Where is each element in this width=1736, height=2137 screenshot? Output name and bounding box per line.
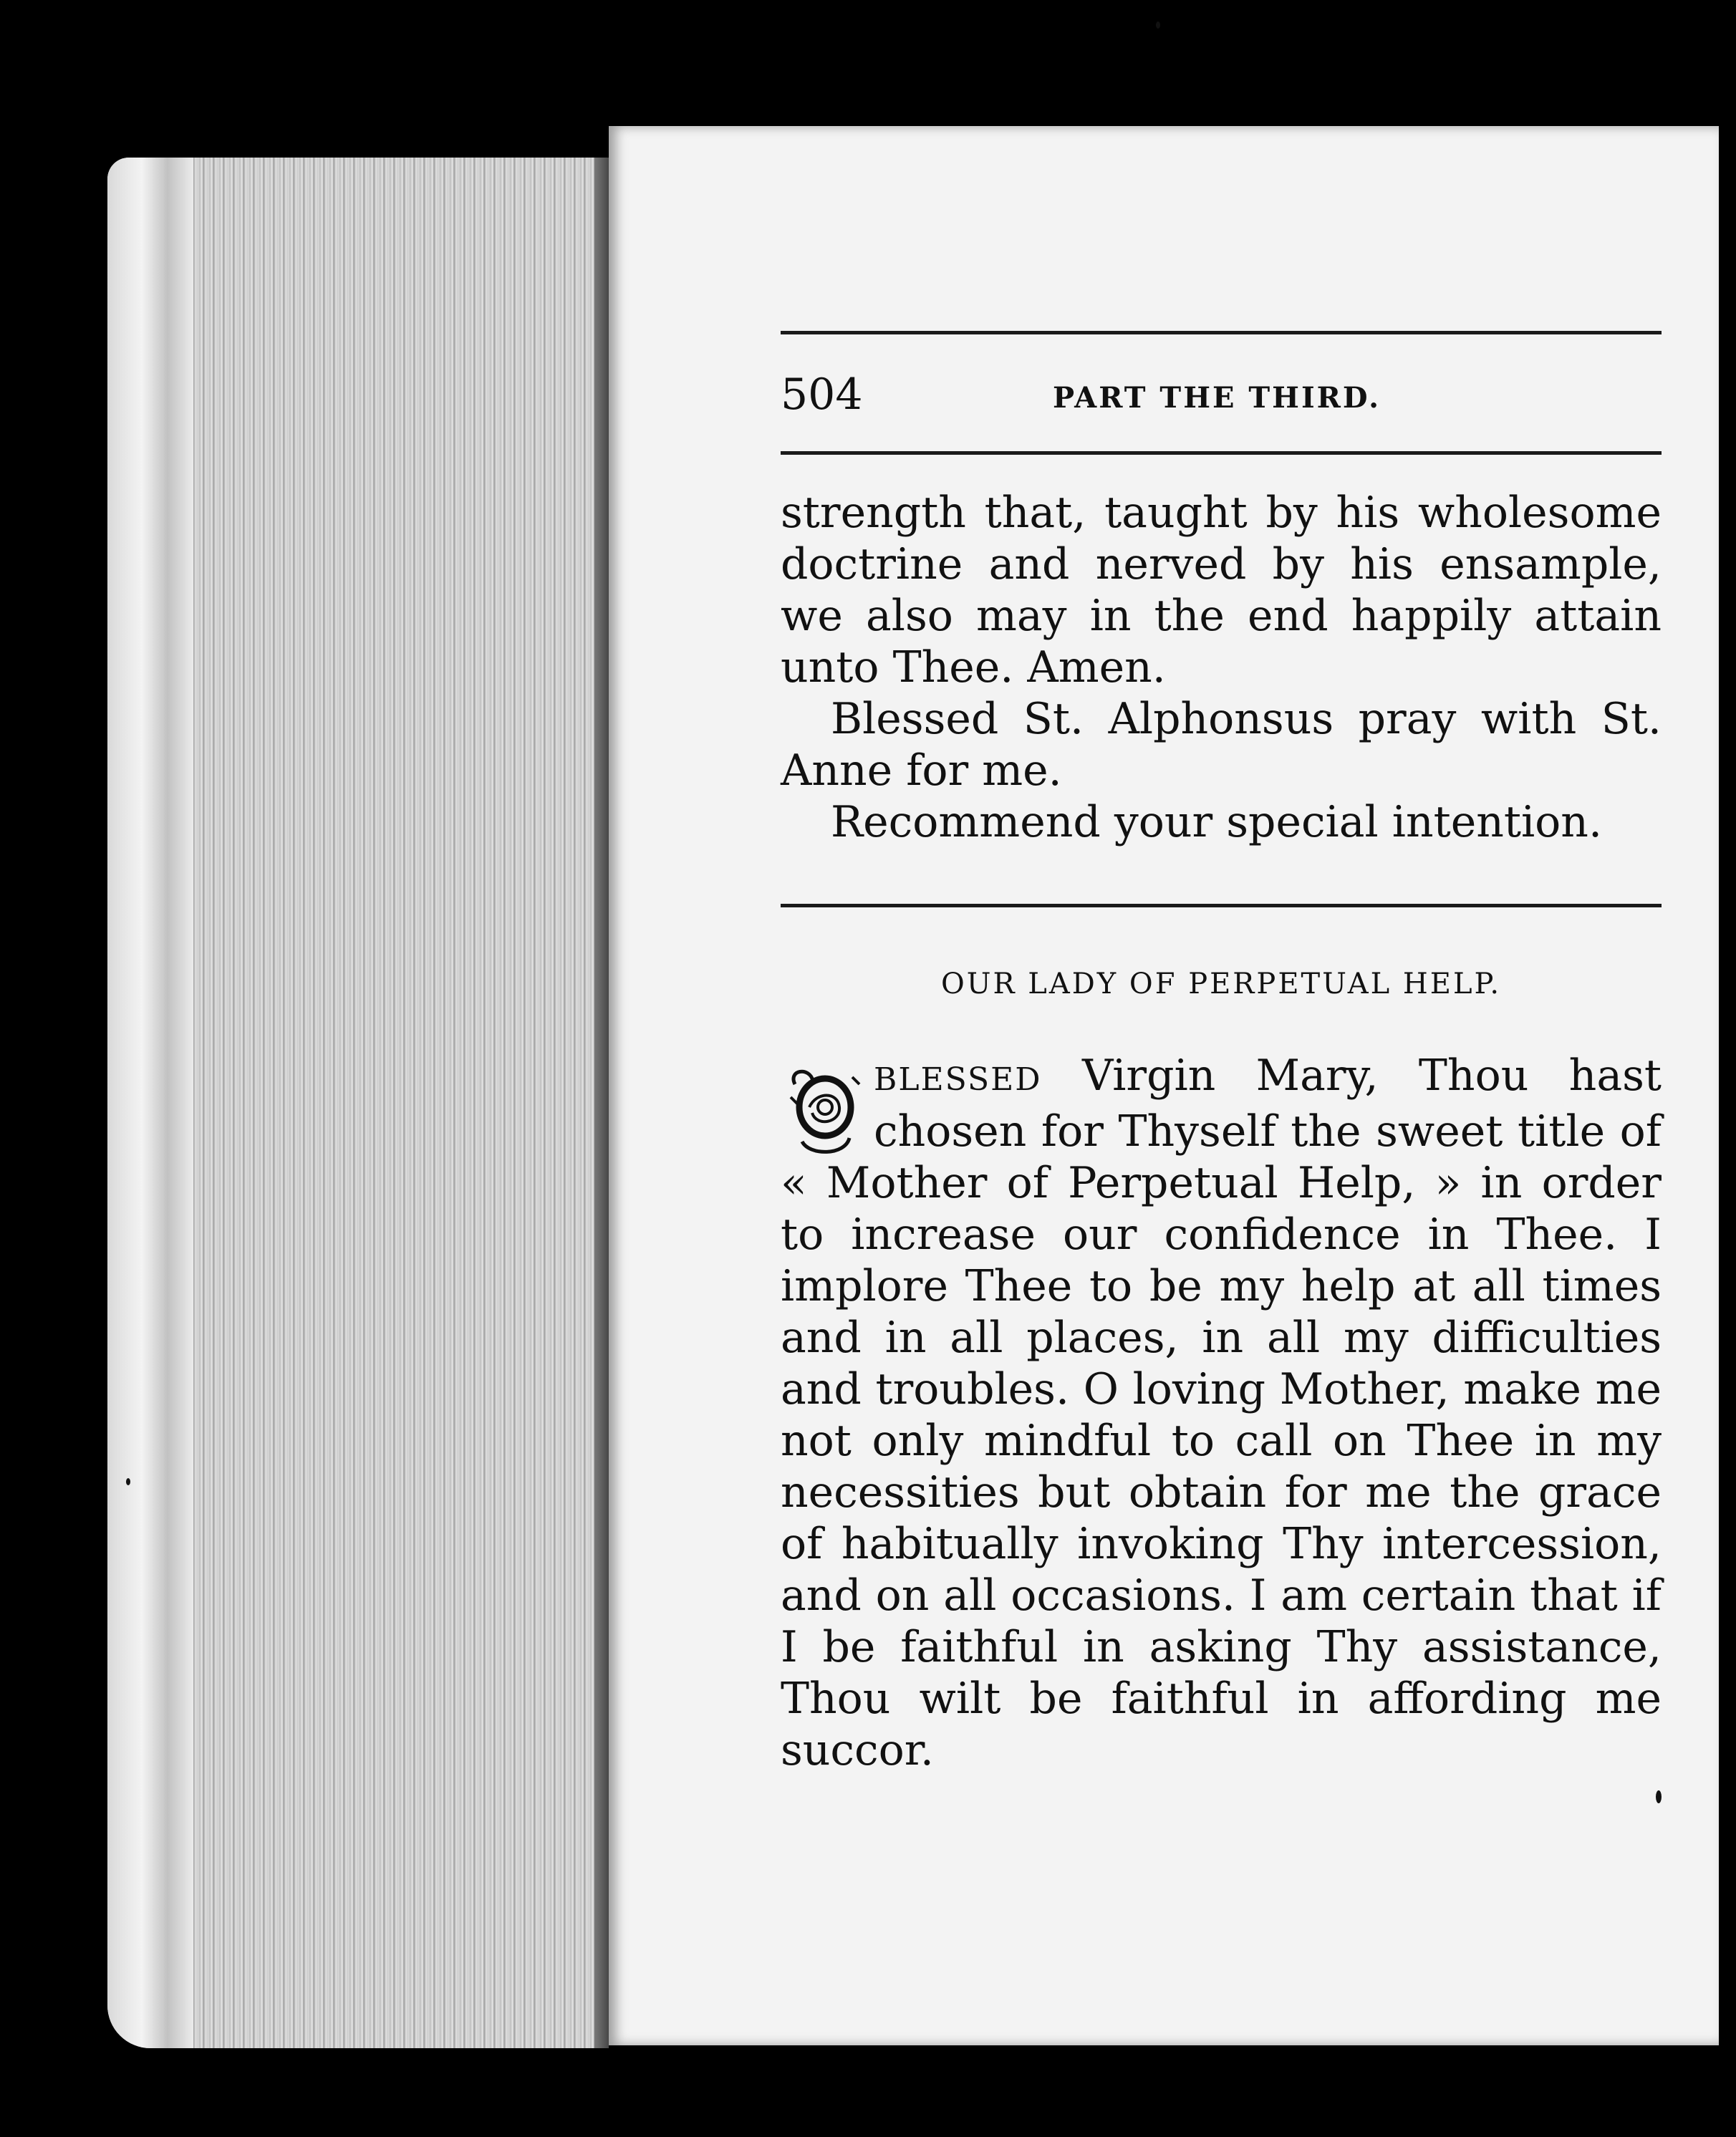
section-divider-rule <box>781 904 1662 907</box>
header-rule-top <box>781 331 1662 334</box>
prayer-body: Virgin Mary, Thou hast chosen for Thyself the sweet title of « Mother of Perpetual Help, » in order to increase our confidence in Thee. I implore Thee to be my help at all times and in all places, in all my difficulties and troubles. O loving Mother, make me not only mindful to call on Thee in my necessities but obtain for me the grace of habitually invoking Thy intercession, and on all occasions. I am certain that if I be faithful in asking Thy assistance, Thou wilt be faithful in affording me succor. <box>781 1051 1662 1775</box>
paragraph-invocation: Blessed St. Alphonsus pray with St. Anne for me. <box>781 694 1662 796</box>
header-rule-bottom <box>781 451 1662 455</box>
book-page <box>609 126 1719 2045</box>
running-title: PART THE THIRD. <box>1053 381 1381 415</box>
paragraph-recommendation: Recommend your special intention. <box>831 797 1603 847</box>
paragraph-continuation: strength that, taught by his wholesome doctrine and nerved by his ensample, we also may in the end happily attain unto Thee. Amen. <box>781 488 1662 693</box>
prayer-paragraph <box>781 1050 1662 1776</box>
page-number: 504 <box>781 370 863 420</box>
scan-speck <box>1156 21 1160 29</box>
scan-speck <box>126 1478 130 1485</box>
book-page-edges <box>107 158 609 2048</box>
opening-word: BLESSED <box>874 1061 1042 1098</box>
scan-speck <box>1656 1790 1662 1803</box>
section-heading: OUR LADY OF PERPETUAL HELP. <box>940 968 1502 1000</box>
